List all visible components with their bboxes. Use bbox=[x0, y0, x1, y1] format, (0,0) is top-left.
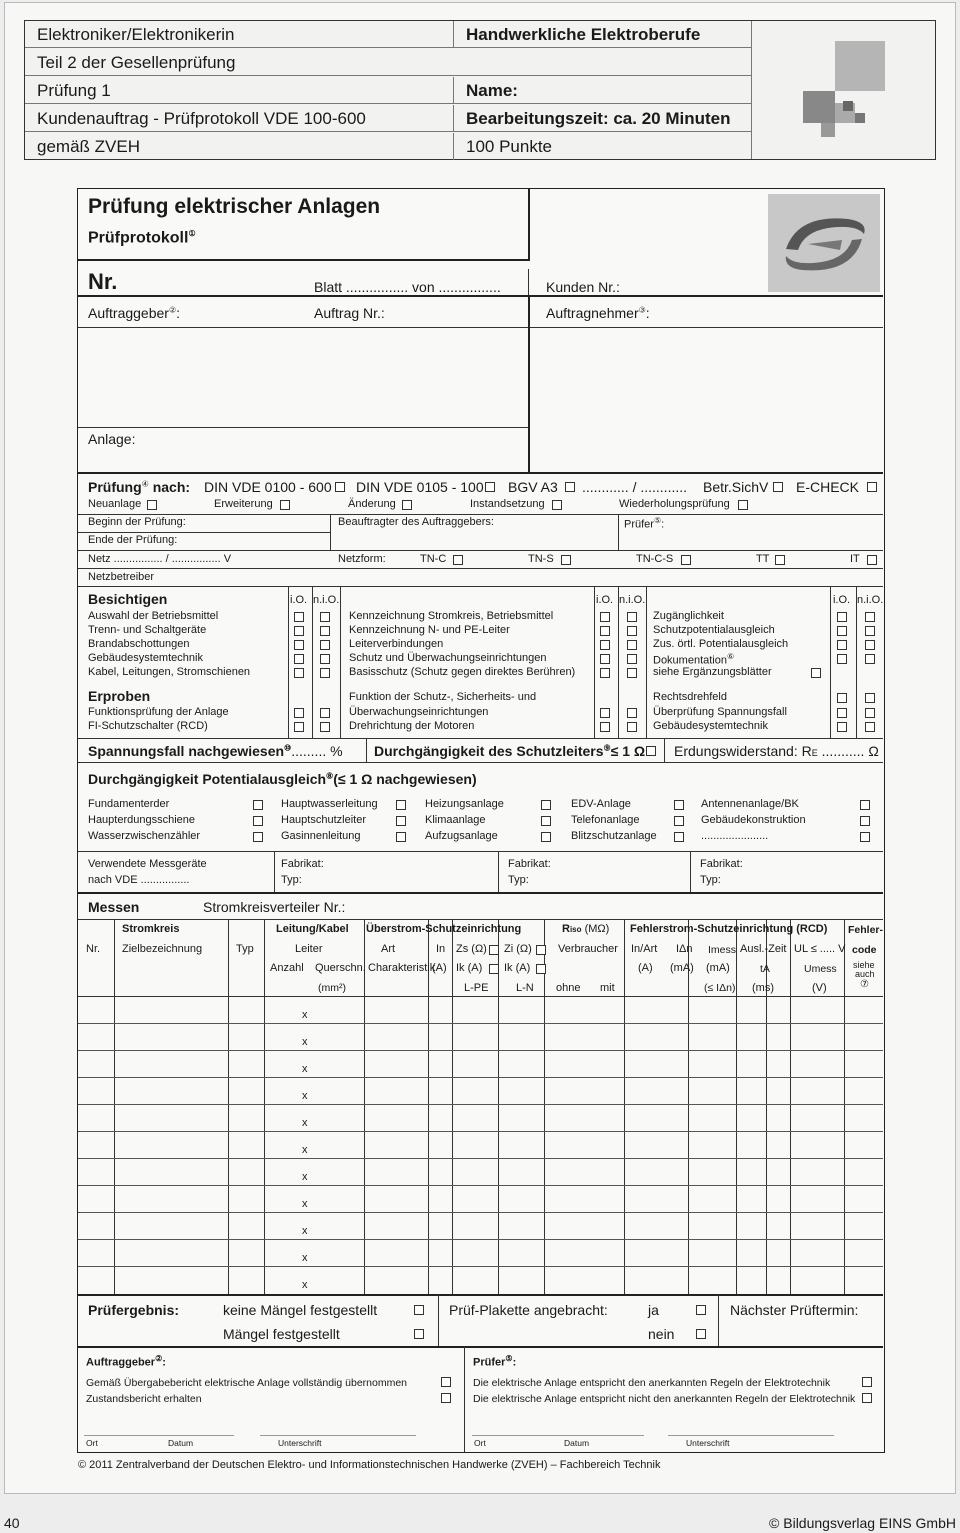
spannungsfall-label: Spannungsfall nachgewiesen⑩......... % bbox=[88, 743, 343, 759]
table-header-ohne: ohne bbox=[556, 982, 581, 994]
ik1-checkbox[interactable] bbox=[489, 964, 499, 974]
table-row-mark: x bbox=[302, 1279, 308, 1291]
potential-item: EDV-Anlage bbox=[571, 798, 631, 810]
io-checkbox[interactable] bbox=[837, 722, 847, 732]
table-row-mark: x bbox=[302, 1171, 308, 1183]
io-checkbox[interactable] bbox=[600, 722, 610, 732]
std-bgv-a3: BGV A3 bbox=[508, 479, 558, 495]
table-row[interactable] bbox=[78, 1185, 883, 1212]
anlage-label: Anlage: bbox=[88, 431, 136, 447]
table-row-mark: x bbox=[302, 1009, 308, 1021]
nio-checkbox[interactable] bbox=[627, 626, 637, 636]
type-erweiterung-checkbox[interactable] bbox=[280, 500, 290, 510]
std-vde-0105-checkbox[interactable] bbox=[485, 482, 495, 492]
nio-checkbox[interactable] bbox=[627, 668, 637, 678]
messgeraete-label-1: Verwendete Messgeräte bbox=[88, 858, 207, 870]
table-header-char: Charakteristik bbox=[368, 962, 436, 974]
table-row[interactable] bbox=[78, 1023, 883, 1050]
io-checkbox[interactable] bbox=[294, 722, 304, 732]
potential-checkbox[interactable] bbox=[674, 816, 684, 826]
table-header-quers: Querschn. bbox=[315, 962, 366, 974]
table-header-ziel: Zielbezeichnung bbox=[122, 943, 203, 955]
erproben-item: Überwachungseinrichtungen bbox=[349, 706, 489, 718]
sig-left-line-1-checkbox[interactable] bbox=[441, 1377, 451, 1387]
potential-item: Telefonanlage bbox=[571, 814, 640, 826]
potential-checkbox[interactable] bbox=[860, 816, 870, 826]
besichtigen-item: Schutzpotentialausgleich bbox=[653, 624, 775, 636]
table-header-idn: IΔn bbox=[676, 943, 693, 955]
fabrikat-1[interactable]: Fabrikat: bbox=[281, 858, 324, 870]
fabrikat-3[interactable]: Fabrikat: bbox=[700, 858, 743, 870]
table-header-nr: Nr. bbox=[86, 943, 101, 955]
besichtigen-item: Schutz und Überwachungseinrichtungen bbox=[349, 652, 547, 664]
erproben-item: Drehrichtung der Motoren bbox=[349, 720, 475, 732]
header-line-4: Kundenauftrag - Prüfprotokoll VDE 100-600 bbox=[25, 105, 453, 132]
nio-checkbox[interactable] bbox=[320, 612, 330, 622]
table-header-in-unit: (A) bbox=[432, 962, 447, 974]
nio-checkbox[interactable] bbox=[320, 626, 330, 636]
potential-item: Aufzugsanlage bbox=[425, 830, 498, 842]
table-header-fehler: Fehler- bbox=[848, 924, 884, 936]
zveh-logo-icon bbox=[803, 41, 893, 151]
inspection-protocol-form bbox=[77, 188, 885, 1453]
erproben-item: Gebäudesystemtechnik bbox=[653, 720, 768, 732]
copyright-notice: © 2011 Zentralverband der Deutschen Elektro- und Informationstechnischen Handwerke (ZVEH) – Fachbereich Technik bbox=[78, 1459, 661, 1471]
table-header-typ: Typ bbox=[236, 943, 254, 955]
table-row-mark: x bbox=[302, 1090, 308, 1102]
besichtigen-item: Gebäudesystemtechnik bbox=[88, 652, 203, 664]
publisher-credit: © Bildungsverlag EINS GmbH bbox=[769, 1515, 956, 1531]
std-betrsichv: Betr.SichV bbox=[703, 479, 769, 495]
io-checkbox[interactable] bbox=[294, 640, 304, 650]
kunden-nr-field[interactable]: Kunden Nr.: bbox=[546, 279, 620, 295]
sig-right-datum: Datum bbox=[564, 1438, 590, 1448]
potential-item: Heizungsanlage bbox=[425, 798, 504, 810]
io-header-1: i.O. bbox=[290, 594, 308, 606]
nio-checkbox[interactable] bbox=[865, 722, 875, 732]
std-other[interactable]: ............ / ............ bbox=[582, 479, 688, 495]
table-header-in: In bbox=[436, 943, 446, 955]
io-checkbox[interactable] bbox=[600, 668, 610, 678]
netzform-it-checkbox[interactable] bbox=[867, 555, 877, 565]
keine-maengel-label: keine Mängel festgestellt bbox=[223, 1302, 378, 1318]
besichtigen-item: Kennzeichnung N- und PE-Leiter bbox=[349, 624, 510, 636]
table-row[interactable] bbox=[78, 1077, 883, 1104]
besichtigen-item: Kabel, Leitungen, Stromschienen bbox=[88, 666, 251, 678]
table-header-in-art-unit: (A) bbox=[638, 962, 653, 974]
netz-field[interactable]: Netz ................ / ................ V bbox=[88, 553, 232, 565]
typ-1[interactable]: Typ: bbox=[281, 874, 302, 886]
nio-checkbox[interactable] bbox=[627, 640, 637, 650]
type-neuanlage: Neuanlage bbox=[88, 498, 142, 510]
table-row[interactable] bbox=[78, 1131, 883, 1158]
header-line-5: gemäß ZVEH bbox=[37, 137, 140, 156]
table-header-ueberstrom: Überstrom-Schutzeinrichtung bbox=[366, 923, 522, 935]
exam-header bbox=[24, 20, 936, 160]
potential-item: Antennenanlage/BK bbox=[701, 798, 799, 810]
header-time: Bearbeitungszeit: ca. 20 Minuten bbox=[453, 105, 751, 132]
potential-item: Wasserzwischenzähler bbox=[88, 830, 201, 842]
nio-checkbox[interactable] bbox=[865, 612, 875, 622]
io-checkbox[interactable] bbox=[600, 708, 610, 718]
std-vde-0100: DIN VDE 0100 - 600 bbox=[204, 479, 332, 495]
plakette-label: Prüf-Plakette angebracht: bbox=[449, 1302, 608, 1318]
table-header-zs: Zs (Ω) bbox=[456, 943, 487, 955]
plakette-ja-label: ja bbox=[648, 1302, 659, 1318]
table-row-mark: x bbox=[302, 1252, 308, 1264]
nio-checkbox[interactable] bbox=[627, 612, 637, 622]
potential-item: Blitzschutzanlage bbox=[571, 830, 657, 842]
table-header-ausl: Ausl.-Zeit bbox=[740, 943, 787, 955]
potential-checkbox[interactable] bbox=[253, 832, 263, 842]
erproben-item: Überprüfung Spannungsfall bbox=[653, 706, 787, 718]
naechster-pruefertermin[interactable]: Nächster Prüftermin: bbox=[730, 1302, 859, 1318]
nio-checkbox[interactable] bbox=[865, 626, 875, 636]
potential-checkbox[interactable] bbox=[541, 832, 551, 842]
table-row[interactable] bbox=[78, 1050, 883, 1077]
sig-right-unterschrift: Unterschrift bbox=[686, 1438, 730, 1448]
nio-checkbox[interactable] bbox=[320, 722, 330, 732]
nio-header-1: n.i.O. bbox=[313, 594, 340, 606]
io-checkbox[interactable] bbox=[837, 626, 847, 636]
type-wiederholung-checkbox[interactable] bbox=[738, 500, 748, 510]
sig-right-line-1-checkbox[interactable] bbox=[862, 1377, 872, 1387]
pruefung-nach-label: Prüfung④ nach: bbox=[88, 479, 191, 495]
erproben-item: Funktionsprüfung der Anlage bbox=[88, 706, 229, 718]
table-header-leiter: Leiter bbox=[295, 943, 323, 955]
form-subtitle: Prüfprotokoll① bbox=[88, 229, 196, 247]
form-title: Prüfung elektrischer Anlagen bbox=[88, 195, 381, 218]
table-header-siehe: siehe bbox=[853, 960, 875, 970]
type-instandsetzung: Instandsetzung bbox=[470, 498, 545, 510]
table-header-code-note: ⑦ bbox=[860, 979, 869, 990]
auftraggeber-label: Auftraggeber②: bbox=[88, 305, 181, 321]
table-row[interactable] bbox=[78, 1104, 883, 1131]
netzform-tncs: TN-C-S bbox=[636, 553, 674, 565]
stromkreisverteiler-field[interactable]: Stromkreisverteiler Nr.: bbox=[203, 899, 346, 915]
durchg-schutzleiter-checkbox[interactable] bbox=[646, 746, 656, 756]
table-header-leitung: Leitung/Kabel bbox=[276, 923, 349, 935]
e-check-logo-icon bbox=[768, 194, 880, 292]
std-bgv-a3-checkbox[interactable] bbox=[565, 482, 575, 492]
sig-right-line-2: Die elektrische Anlage entspricht nicht den anerkannten Regeln der Elektrotechnik bbox=[473, 1393, 856, 1405]
table-header-imess: Imess bbox=[708, 944, 737, 956]
netzform-tt: TT bbox=[756, 553, 770, 565]
netzform-tnc-checkbox[interactable] bbox=[453, 555, 463, 565]
table-header-imess-unit: (mA) bbox=[706, 962, 730, 974]
erproben-item: FI-Schutzschalter (RCD) bbox=[88, 720, 208, 732]
header-right-1: Handwerkliche Elektroberufe bbox=[453, 21, 751, 48]
table-header-ta: tA bbox=[760, 963, 770, 975]
io-checkbox[interactable] bbox=[294, 654, 304, 664]
messgeraete-label-2[interactable]: nach VDE ................ bbox=[88, 874, 190, 886]
table-header-code: code bbox=[852, 944, 877, 956]
table-header-ln: L-N bbox=[516, 982, 534, 994]
pruefergebnis-label: Prüfergebnis: bbox=[88, 1302, 180, 1318]
pruefer-label: Prüfer⑤: bbox=[624, 516, 665, 531]
nr-label: Nr. bbox=[88, 269, 118, 294]
nio-checkbox[interactable] bbox=[320, 668, 330, 678]
potential-item: Gasinnenleitung bbox=[281, 830, 361, 842]
type-wiederholung: Wiederholungsprüfung bbox=[619, 498, 730, 510]
sig-left-line-1: Gemäß Übergabebericht elektrische Anlage vollständig übernommen bbox=[86, 1377, 408, 1389]
std-betrsichv-checkbox[interactable] bbox=[773, 482, 783, 492]
table-header-in-art: In/Art bbox=[631, 943, 658, 955]
table-row[interactable] bbox=[78, 1212, 883, 1239]
potential-checkbox[interactable] bbox=[396, 816, 406, 826]
sig-left-ort: Ort bbox=[86, 1438, 98, 1448]
sig-right-line-2-checkbox[interactable] bbox=[862, 1393, 872, 1403]
io-checkbox[interactable] bbox=[600, 640, 610, 650]
table-header-ik2: Ik (A) bbox=[504, 962, 531, 974]
potential-checkbox[interactable] bbox=[860, 832, 870, 842]
erproben-item: Rechtsdrehfeld bbox=[653, 691, 727, 703]
nio-checkbox[interactable] bbox=[865, 640, 875, 650]
table-header-fehlerstrom: Fehlerstrom-Schutzeinrichtung (RCD) bbox=[630, 923, 828, 935]
nio-header-2: n.i.O. bbox=[619, 594, 646, 606]
io-checkbox[interactable] bbox=[837, 612, 847, 622]
nio-checkbox[interactable] bbox=[627, 722, 637, 732]
header-line-1: Elektroniker/Elektronikerin bbox=[25, 21, 453, 48]
plakette-nein-checkbox[interactable] bbox=[696, 1329, 706, 1339]
plakette-ja-checkbox[interactable] bbox=[696, 1305, 706, 1315]
besichtigen-item: Basisschutz (Schutz gegen direktes Berühren) bbox=[349, 666, 576, 678]
io-checkbox[interactable] bbox=[600, 626, 610, 636]
io-checkbox[interactable] bbox=[600, 654, 610, 664]
auftragnehmer-label: Auftragnehmer③: bbox=[546, 305, 650, 321]
plakette-nein-label: nein bbox=[648, 1326, 675, 1342]
io-checkbox[interactable] bbox=[837, 640, 847, 650]
netzform-tnc: TN-C bbox=[420, 553, 447, 565]
io-header-2: i.O. bbox=[596, 594, 614, 606]
table-header-ta-unit: (ms) bbox=[752, 982, 774, 994]
sig-left-datum: Datum bbox=[168, 1438, 194, 1448]
ende-label[interactable]: Ende der Prüfung: bbox=[88, 534, 178, 546]
type-neuanlage-checkbox[interactable] bbox=[147, 500, 157, 510]
sig-pruefer-title: Prüfer⑤: bbox=[473, 1354, 517, 1369]
table-header-art: Art bbox=[381, 943, 396, 955]
sig-left-line-2-checkbox[interactable] bbox=[441, 1393, 451, 1403]
zs-checkbox[interactable] bbox=[489, 945, 499, 955]
table-header-imess-sub: (≤ IΔn) bbox=[704, 982, 736, 994]
table-header-lpe: L-PE bbox=[464, 982, 489, 994]
maengel-checkbox[interactable] bbox=[414, 1329, 424, 1339]
potential-checkbox[interactable] bbox=[541, 800, 551, 810]
beginn-label[interactable]: Beginn der Prüfung: bbox=[88, 516, 186, 528]
fabrikat-2[interactable]: Fabrikat: bbox=[508, 858, 551, 870]
header-name: Name: bbox=[453, 77, 751, 104]
sig-right-ort: Ort bbox=[474, 1438, 486, 1448]
io-checkbox[interactable] bbox=[294, 668, 304, 678]
table-header-mit: mit bbox=[600, 982, 615, 994]
table-row[interactable] bbox=[78, 1239, 883, 1266]
header-line-3: Prüfung 1 bbox=[25, 77, 453, 104]
netzform-tncs-checkbox[interactable] bbox=[681, 555, 691, 565]
nio-checkbox[interactable] bbox=[320, 654, 330, 664]
table-header-umess: Umess bbox=[804, 963, 837, 975]
table-header-umess-unit: (V) bbox=[812, 982, 827, 994]
nio-header-3: n.i.O. bbox=[857, 594, 884, 606]
nio-checkbox[interactable] bbox=[627, 654, 637, 664]
besichtigen-heading: Besichtigen bbox=[88, 591, 168, 607]
title-box bbox=[78, 189, 530, 261]
table-row[interactable] bbox=[78, 1158, 883, 1185]
besichtigen-item: Auswahl der Betriebsmittel bbox=[88, 610, 219, 622]
besichtigen-item: Zus. örtl. Potentialausgleich bbox=[653, 638, 789, 650]
io-checkbox[interactable] bbox=[837, 654, 847, 664]
type-instandsetzung-checkbox[interactable] bbox=[552, 500, 562, 510]
besichtigen-item: Trenn- und Schaltgeräte bbox=[88, 624, 207, 636]
page-number: 40 bbox=[4, 1515, 20, 1531]
netzform-it: IT bbox=[850, 553, 860, 565]
auftrag-nr-field[interactable]: Auftrag Nr.: bbox=[314, 305, 385, 321]
besichtigen-item: Leiterverbindungen bbox=[349, 638, 444, 650]
io-checkbox[interactable] bbox=[294, 708, 304, 718]
table-header-idn-unit: (mA) bbox=[670, 962, 694, 974]
netzform-tns: TN-S bbox=[528, 553, 554, 565]
type-aenderung: Änderung bbox=[348, 498, 396, 510]
potential-checkbox[interactable] bbox=[396, 800, 406, 810]
netzbetreiber-field[interactable]: Netzbetreiber bbox=[88, 571, 155, 583]
netzform-tt-checkbox[interactable] bbox=[775, 555, 785, 565]
table-row-mark: x bbox=[302, 1063, 308, 1075]
potential-checkbox[interactable] bbox=[674, 832, 684, 842]
nio-checkbox[interactable] bbox=[627, 708, 637, 718]
potential-item: Hauptwasserleitung bbox=[281, 798, 378, 810]
beauftragter-label[interactable]: Beauftragter des Auftraggebers: bbox=[338, 516, 494, 528]
potential-checkbox[interactable] bbox=[253, 816, 263, 826]
typ-2[interactable]: Typ: bbox=[508, 874, 529, 886]
io-checkbox[interactable] bbox=[294, 626, 304, 636]
table-header-quers-unit: (mm²) bbox=[318, 982, 346, 994]
besichtigen-item: siehe Ergänzungsblätter bbox=[653, 666, 772, 678]
sig-left-unterschrift: Unterschrift bbox=[278, 1438, 322, 1448]
table-header-anzahl: Anzahl bbox=[270, 962, 304, 974]
io-checkbox[interactable] bbox=[294, 612, 304, 622]
std-vde-0100-checkbox[interactable] bbox=[335, 482, 345, 492]
io-header-3: i.O. bbox=[833, 594, 851, 606]
type-erweiterung: Erweiterung bbox=[214, 498, 273, 510]
potential-checkbox[interactable] bbox=[541, 816, 551, 826]
table-row-mark: x bbox=[302, 1117, 308, 1129]
table-row-mark: x bbox=[302, 1144, 308, 1156]
nio-checkbox[interactable] bbox=[865, 654, 875, 664]
durchg-schutzleiter-label: Durchgängigkeit des Schutzleiters⑨≤ 1 Ω bbox=[374, 743, 646, 759]
netzform-tns-checkbox[interactable] bbox=[561, 555, 571, 565]
table-header-stromkreis: Stromkreis bbox=[122, 923, 180, 935]
table-header-zi: Zi (Ω) bbox=[504, 943, 532, 955]
potential-checkbox[interactable] bbox=[860, 800, 870, 810]
ergaenzung-checkbox[interactable] bbox=[811, 668, 821, 678]
table-header-ik1: Ik (A) bbox=[456, 962, 483, 974]
besichtigen-item: Zugänglichkeit bbox=[653, 610, 724, 622]
besichtigen-item: Kennzeichnung Stromkreis, Betriebsmittel bbox=[349, 610, 554, 622]
messen-heading: Messen bbox=[88, 899, 140, 915]
table-header-auch: auch bbox=[855, 969, 875, 979]
nio-checkbox[interactable] bbox=[865, 693, 875, 703]
keine-maengel-checkbox[interactable] bbox=[414, 1305, 424, 1315]
erproben-item: Funktion der Schutz-, Sicherheits- und bbox=[349, 691, 537, 703]
std-vde-0105: DIN VDE 0105 - 100 bbox=[356, 479, 484, 495]
potential-item: Fundamenterder bbox=[88, 798, 170, 810]
table-header-verbraucher: Verbraucher bbox=[558, 943, 618, 955]
header-line-2: Teil 2 der Gesellenprüfung bbox=[25, 49, 751, 76]
nio-checkbox[interactable] bbox=[865, 708, 875, 718]
header-points: 100 Punkte bbox=[453, 133, 751, 160]
erdungswiderstand-label[interactable]: Erdungswiderstand: RE ........... Ω bbox=[674, 743, 879, 759]
io-checkbox[interactable] bbox=[600, 612, 610, 622]
potential-item: Klimaanlage bbox=[425, 814, 486, 826]
besichtigen-item: Dokumentation⑥ bbox=[653, 652, 735, 667]
potential-checkbox[interactable] bbox=[396, 832, 406, 842]
besichtigen-item: Brandabschottungen bbox=[88, 638, 190, 650]
nio-checkbox[interactable] bbox=[320, 708, 330, 718]
zi-checkbox[interactable] bbox=[536, 945, 546, 955]
table-row-mark: x bbox=[302, 1198, 308, 1210]
potential-item: Gebäudekonstruktion bbox=[701, 814, 806, 826]
potential-checkbox[interactable] bbox=[674, 800, 684, 810]
potential-checkbox[interactable] bbox=[253, 800, 263, 810]
blatt-field[interactable]: Blatt ................ von ................ bbox=[314, 279, 501, 295]
erproben-heading: Erproben bbox=[88, 688, 151, 704]
sig-left-line-2: Zustandsbericht erhalten bbox=[86, 1393, 202, 1405]
std-echeck: E-CHECK bbox=[796, 479, 860, 495]
potential-item: Haupterdungsschiene bbox=[88, 814, 196, 826]
ik2-checkbox[interactable] bbox=[536, 964, 546, 974]
maengel-label: Mängel festgestellt bbox=[223, 1326, 340, 1342]
io-checkbox[interactable] bbox=[837, 693, 847, 703]
nio-checkbox[interactable] bbox=[320, 640, 330, 650]
table-row-mark: x bbox=[302, 1036, 308, 1048]
table-header-ul: UL ≤ ..... V bbox=[794, 943, 846, 955]
sig-right-line-1: Die elektrische Anlage entspricht den anerkannten Regeln der Elektrotechnik bbox=[473, 1377, 831, 1389]
typ-3[interactable]: Typ: bbox=[700, 874, 721, 886]
durchg-potential-label: Durchgängigkeit Potentialausgleich⑧(≤ 1 Ω nachgewiesen) bbox=[88, 771, 477, 787]
netzform-label: Netzform: bbox=[338, 553, 386, 565]
std-echeck-checkbox[interactable] bbox=[867, 482, 877, 492]
table-header-riso: Riso (MΩ) bbox=[562, 923, 610, 935]
sig-auftraggeber-title: Auftraggeber②: bbox=[86, 1354, 166, 1369]
table-row-mark: x bbox=[302, 1225, 308, 1237]
io-checkbox[interactable] bbox=[837, 708, 847, 718]
potential-item[interactable]: ...................... bbox=[701, 830, 769, 842]
type-aenderung-checkbox[interactable] bbox=[402, 500, 412, 510]
table-row[interactable] bbox=[78, 996, 883, 1023]
potential-item: Hauptschutzleiter bbox=[281, 814, 366, 826]
table-row[interactable] bbox=[78, 1266, 883, 1293]
